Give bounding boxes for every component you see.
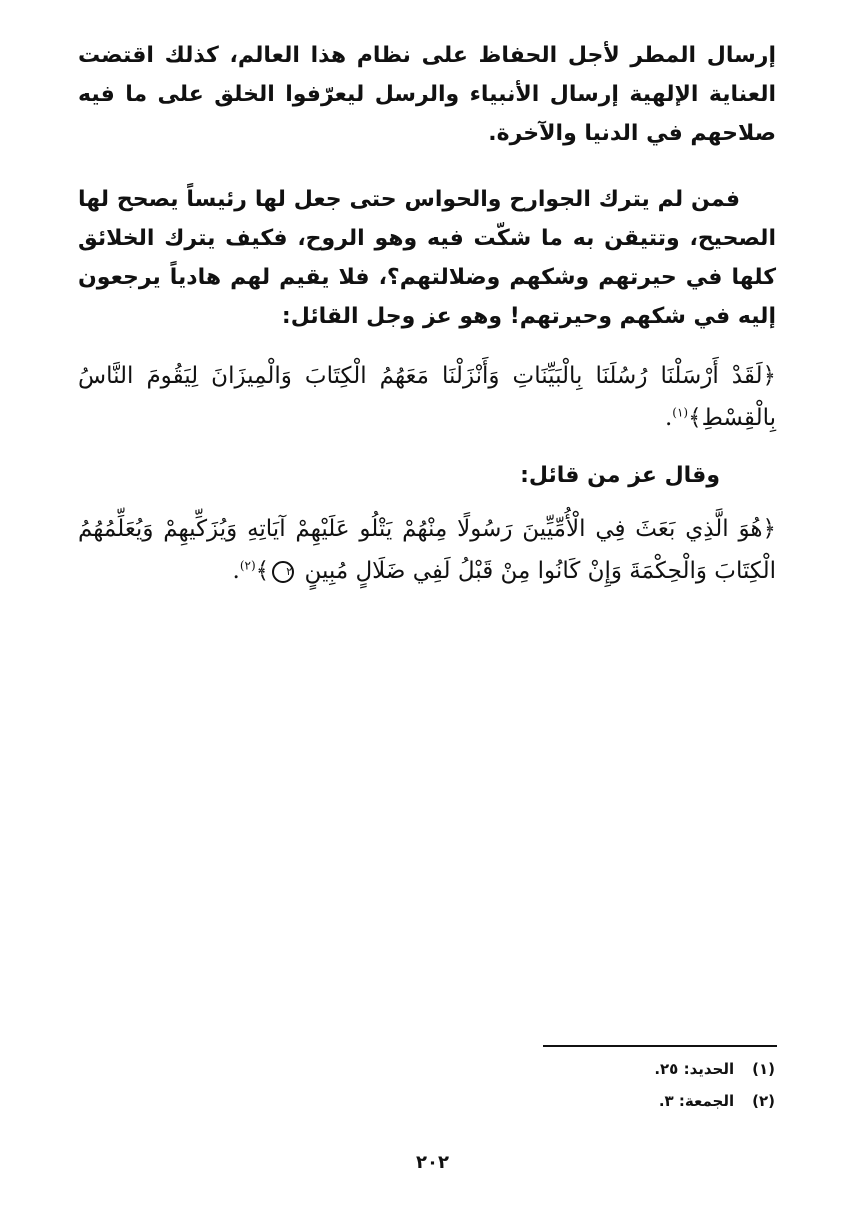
page-number: ٢٠٢ [416,1152,449,1173]
footnote-divider [543,1045,777,1047]
ayah-number-mark: ٢ [272,561,294,583]
verse-1-text: ﴿لَقَدْ أَرْسَلْنَا رُسُلَنَا بِالْبَيِّنَاتِ وَأَنْزَلْنَا مَعَهُمُ الْكِتَابَ وَالْمِيزَانَ لِيَقُومَ النَّاسُ بِالْقِسْطِ﴾ [78,363,776,431]
footnote-1 [654,1058,775,1080]
verse-2-period: . [232,558,240,584]
quran-verse-1 [78,355,776,439]
footnote-1-number: (١) [752,1060,775,1078]
verse-2-footnote-ref: (٢) [239,558,256,573]
quran-verse-2 [78,508,776,592]
verse-1-footnote-ref: (١) [672,405,689,420]
footnote-2 [659,1090,775,1112]
paragraph-2: فمن لم يترك الجوارح والحواس حتى جعل لها رئيساً يصحح لها الصحيح، وتتيقن به ما شكّت فيه وهو الروح، فكيف يترك الخلائق كلها في حيرتهم وشكهم وضلالتهم؟، فلا يقيم لهم هادياً يرجعون إليه في شكهم وحيرتهم! وهو عز وجل القائل: [78,187,776,329]
verse-2-intro: وقال عز من قائل: [520,463,720,488]
verse-2-text: ﴿هُوَ الَّذِي بَعَثَ فِي الْأُمِّيِّينَ رَسُولًا مِنْهُمْ يَتْلُو عَلَيْهِمْ آيَاتِهِ وَيُزَكِّيهِمْ وَيُعَلِّمُهُمُ الْكِتَابَ وَالْحِكْمَةَ وَإِنْ كَانُوا مِنْ قَبْلُ لَفِي ضَلَالٍ مُبِينٍ [78,516,776,584]
footnote-2-text: الجمعة: ٣. [658,1092,735,1110]
paragraph-1: إرسال المطر لأجل الحفاظ على نظام هذا العالم، كذلك اقتضت العناية الإلهية إرسال الأنبياء والرسل ليعرّفوا الخلق على ما فيه صلاحهم في الدنيا والآخرة. [78,43,776,146]
verse-2-close-bracket: ﴾ [255,558,270,584]
footnote-1-text: الحديد: ٢٥. [654,1060,735,1078]
footnote-2-number: (٢) [752,1092,775,1110]
verse-1-period: . [664,405,673,431]
